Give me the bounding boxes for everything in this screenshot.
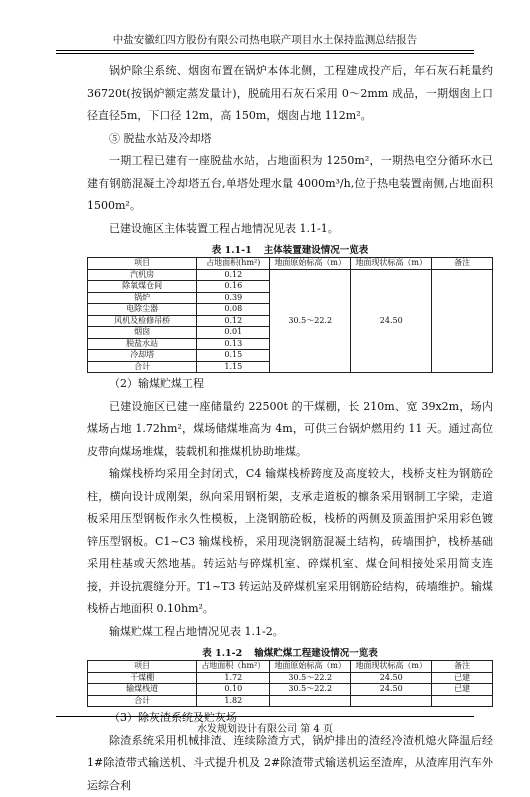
table-cell: 0.08 [197, 304, 270, 316]
page-header: 中盐安徽红四方股份有限公司热电联产项目水土保持监测总结报告 [56, 32, 474, 51]
table-cell: 锅炉 [88, 292, 197, 304]
section-heading-ash: （3）除灰渣系统及贮灰场 [87, 707, 493, 730]
table1-title: 主体装置建设情况一览表 [264, 245, 369, 256]
table-header-cell: 占地面积（hm²） [197, 661, 270, 673]
table-cell: 风机及检修吊桥 [88, 315, 197, 327]
table1-caption [87, 242, 493, 256]
table2-number: 表 1.1-2 [202, 648, 242, 659]
table-cell-curr-elevation: 24.50 [351, 269, 432, 373]
table-coal-storage [87, 660, 493, 707]
section-heading-coal: （2）输煤贮煤工程 [87, 373, 493, 396]
table-header-cell: 备注 [432, 661, 493, 673]
table-header-row [88, 661, 493, 673]
table-cell: 电除尘器 [88, 304, 197, 316]
table-main-facilities [87, 257, 493, 373]
table2-caption [87, 645, 493, 659]
table-cell: 0.10 [197, 684, 270, 696]
table-header-cell: 地面原始标高（m） [270, 661, 351, 673]
table-cell: 0.01 [197, 327, 270, 339]
table-cell: 除氧煤仓间 [88, 281, 197, 293]
table-cell: 脱盐水站 [88, 338, 197, 350]
table-cell: 0.13 [197, 338, 270, 350]
paragraph-table2-ref: 输煤贮煤工程占地情况见表 1.1-2。 [87, 621, 493, 644]
table-row [88, 269, 493, 281]
table-row-total [88, 695, 493, 707]
table-header-cell: 地面原始标高（m） [270, 258, 351, 270]
table-cell: 24.50 [351, 684, 432, 696]
paragraph-desalination: 一期工程已建有一座脱盐水站，占地面积为 1250m²，一期热电空分循环水已建有钢筋混凝土冷却塔五台,单塔处理水量 4000m³/h,位于热电装置南侧,占地面积 1500m²。 [87, 150, 493, 218]
section-heading-desalination: ⑤ 脱盐水站及冷却塔 [87, 128, 493, 151]
paragraph-coal-storage: 已建设施区已建一座储量约 22500t 的干煤棚，长 210m、宽 39x2m，场内煤场占地 1.72hm²，煤场储煤堆高为 4m，可供三台锅炉燃用约 11 天。通过高位皮带向煤场堆煤，装载机和推煤机协助堆煤。 [87, 396, 493, 464]
table-cell: 24.50 [351, 672, 432, 684]
table-row [88, 684, 493, 696]
table-cell-remarks [432, 269, 493, 373]
table-cell [432, 695, 493, 707]
table-header-cell: 占地面积(hm²) [197, 258, 270, 270]
table-cell: 0.15 [197, 350, 270, 362]
page-footer: 水发规划设计有限公司 第 4 页 [56, 716, 474, 735]
table-header-cell: 备注 [432, 258, 493, 270]
paragraph-dust-removal: 锅炉除尘系统、烟囱布置在锅炉本体北侧，工程建成投产后，年石灰石耗量约36720t(按锅炉额定蒸发量计)，脱硫用石灰石采用 0～2mm 成品，一期烟囱上口径直径5m，下口径 12m，高 150m，烟囱占地 112m²。 [87, 60, 493, 128]
paragraph-coal-trestle: 输煤栈桥均采用全封闭式，C4 输煤栈桥跨度及高度较大，栈桥支柱为钢筋砼柱，横向设计成刚架，纵向采用钢桁架，支承走道板的檩条采用钢制工字梁，走道板采用压型钢板作永久性模板，上浇钢筋砼板，栈桥的两侧及顶盖围护采用彩色镀锌压型钢板。C1~C3 输煤栈桥，采用现浇钢筋混凝土结构，砖墙围护，栈桥基础采用柱基或天然地基。转运站与碎煤机室、碎煤机室、煤仓间相接处采用简支连接，并设抗震缝分开。T1~T3 转运站及碎煤机室采用钢筋砼结构，砖墙维护。输煤栈桥占地面积 0.10hm²。 [87, 463, 493, 621]
table-cell: 已建 [432, 684, 493, 696]
table-cell: 干煤棚 [88, 672, 197, 684]
table-cell [351, 695, 432, 707]
table-cell: 0.39 [197, 292, 270, 304]
table-header-cell: 地面现状标高（m） [351, 258, 432, 270]
table-cell: 1.82 [197, 695, 270, 707]
table-cell: 1.15 [197, 361, 270, 373]
table-header-cell: 地面现状标高（m） [351, 661, 432, 673]
table-header-cell: 项目 [88, 258, 197, 270]
table-cell: 30.5～22.2 [270, 672, 351, 684]
table-header-cell: 项目 [88, 661, 197, 673]
paragraph-ash-removal: 除渣系统采用机械排渣、连续除渣方式，锅炉排出的渣经冷渣机熄火降温后经 1#除渣带式输送机、斗式提升机及 2#除渣带式输送机运至渣库，从渣库用汽车外运综合利 [87, 730, 493, 797]
table-cell: 已建 [432, 672, 493, 684]
table-cell [270, 695, 351, 707]
page-body [87, 60, 493, 797]
table-cell: 0.16 [197, 281, 270, 293]
table-cell: 合计 [88, 361, 197, 373]
table-cell: 1.72 [197, 672, 270, 684]
paragraph-table1-ref: 已建设施区主体装置工程占地情况见表 1.1-1。 [87, 218, 493, 241]
table-cell: 输煤栈道 [88, 684, 197, 696]
table-cell: 烟囱 [88, 327, 197, 339]
table-cell: 30.5～22.2 [270, 684, 351, 696]
table-header-row [88, 258, 493, 270]
table-cell: 0.12 [197, 269, 270, 281]
table2-title: 输煤贮煤工程建设情况一览表 [254, 648, 378, 659]
table-cell: 合计 [88, 695, 197, 707]
table-row [88, 672, 493, 684]
table-cell: 冷却塔 [88, 350, 197, 362]
table1-number: 表 1.1-1 [212, 245, 252, 256]
table-cell: 0.12 [197, 315, 270, 327]
table-cell: 汽机房 [88, 269, 197, 281]
table-cell-orig-elevation: 30.5～22.2 [270, 269, 351, 373]
